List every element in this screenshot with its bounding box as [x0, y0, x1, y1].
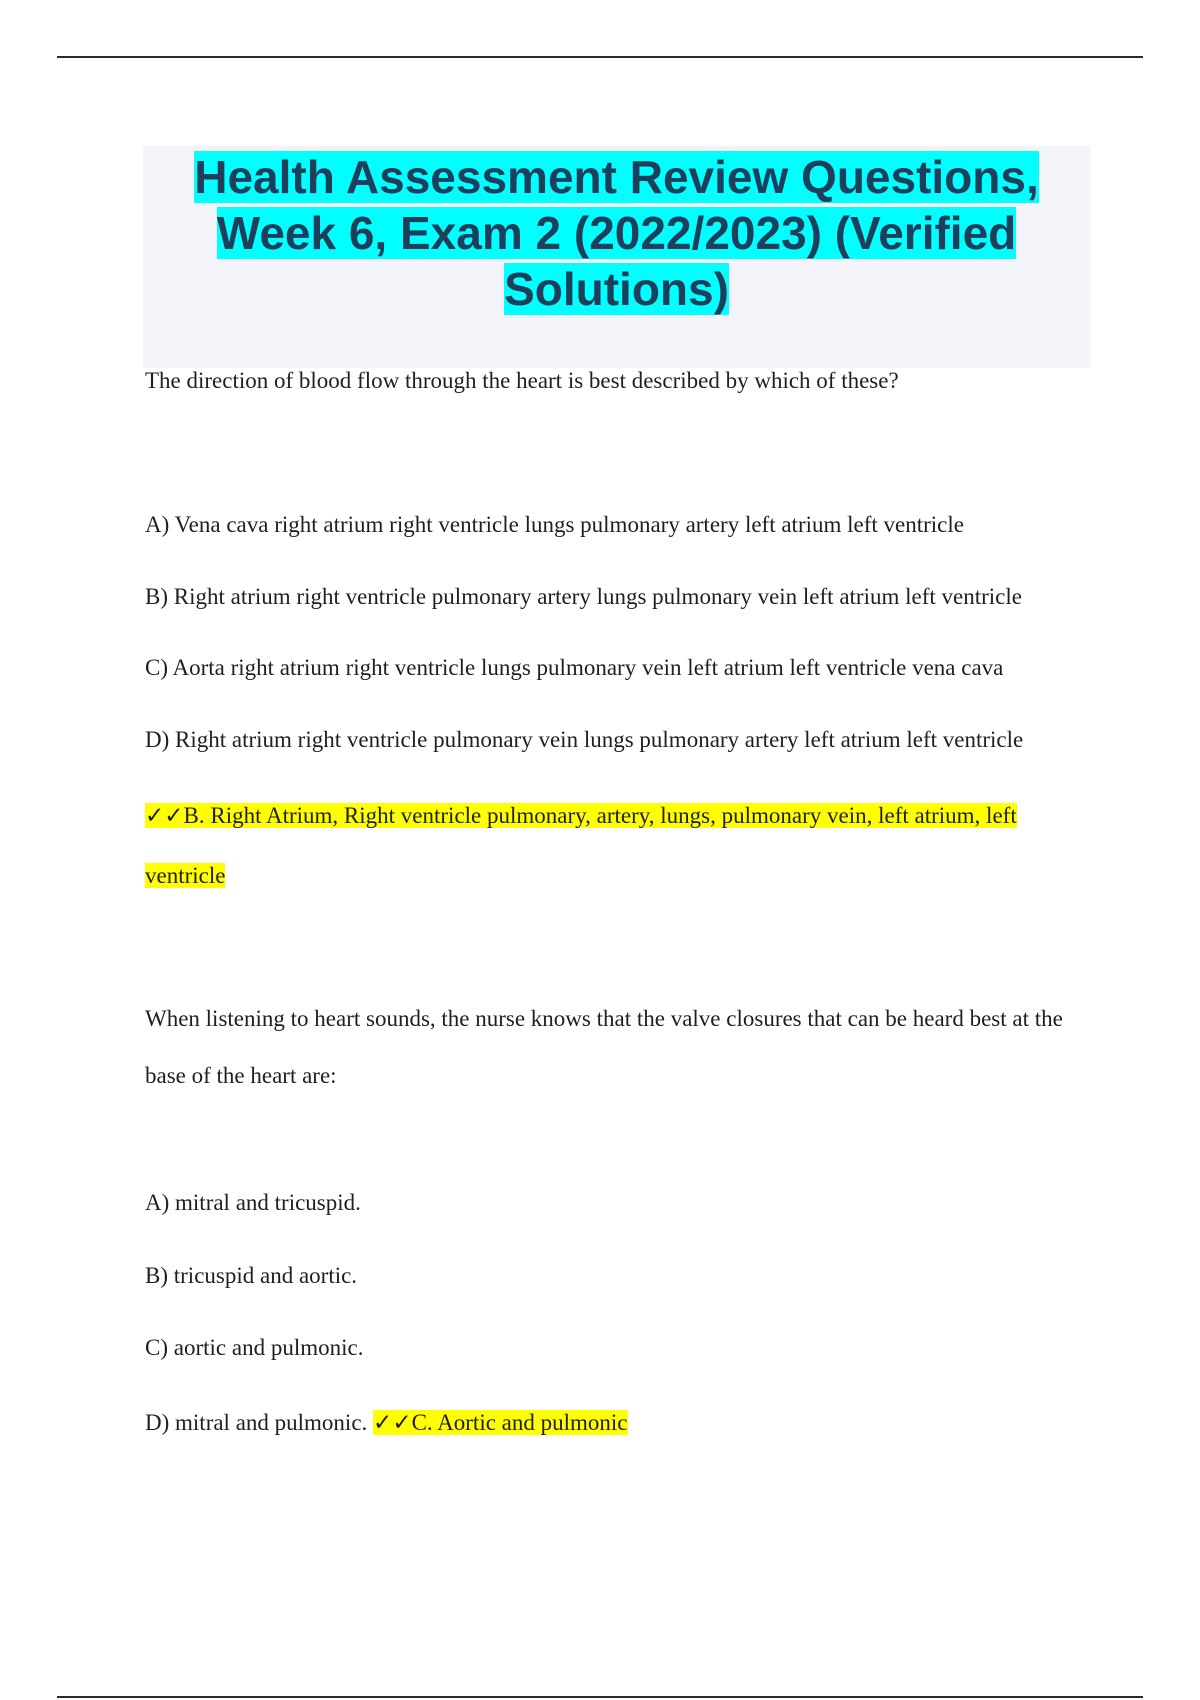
- document-title: [143, 146, 1090, 317]
- question-2-prompt: When listening to heart sounds, the nurse knows that the valve closures that can be heard best at the base of the heart are:: [145, 1006, 1063, 1088]
- top-rule: [57, 56, 1143, 58]
- title-box: [143, 146, 1090, 368]
- question-2-option-b: B) tricuspid and aortic.: [145, 1263, 358, 1288]
- question-2-option-d-line: [145, 1409, 628, 1437]
- bottom-rule: [57, 1696, 1143, 1698]
- question-1-prompt: The direction of blood flow through the heart is best described by which of these?: [145, 368, 899, 393]
- question-1-option-d: D) Right atrium right ventricle pulmonary vein lungs pulmonary artery left atrium left ventricle: [145, 727, 1024, 752]
- question-1-option-b: B) Right atrium right ventricle pulmonary artery lungs pulmonary vein left atrium left ventricle: [145, 584, 1022, 609]
- question-2-answer: ✓✓C. Aortic and pulmonic: [373, 1410, 628, 1435]
- question-1-option-c: C) Aorta right atrium right ventricle lungs pulmonary vein left atrium left ventricle vena cava: [145, 655, 1004, 680]
- question-1-answer: [145, 786, 1075, 906]
- question-1-option-a: A) Vena cava right atrium right ventricle lungs pulmonary artery left atrium left ventricle: [145, 512, 964, 537]
- question-2-option-a: A) mitral and tricuspid.: [145, 1190, 361, 1215]
- question-2-option-c: C) aortic and pulmonic.: [145, 1335, 364, 1360]
- title-text: Health Assessment Review Questions, Week 6, Exam 2 (2022/2023) (Verified Solutions): [194, 151, 1039, 315]
- question-2-option-d: D) mitral and pulmonic.: [145, 1410, 368, 1435]
- question-1-answer-text: ✓✓B. Right Atrium, Right ventricle pulmonary, artery, lungs, pulmonary vein, left atrium, left ventricle: [145, 803, 1017, 888]
